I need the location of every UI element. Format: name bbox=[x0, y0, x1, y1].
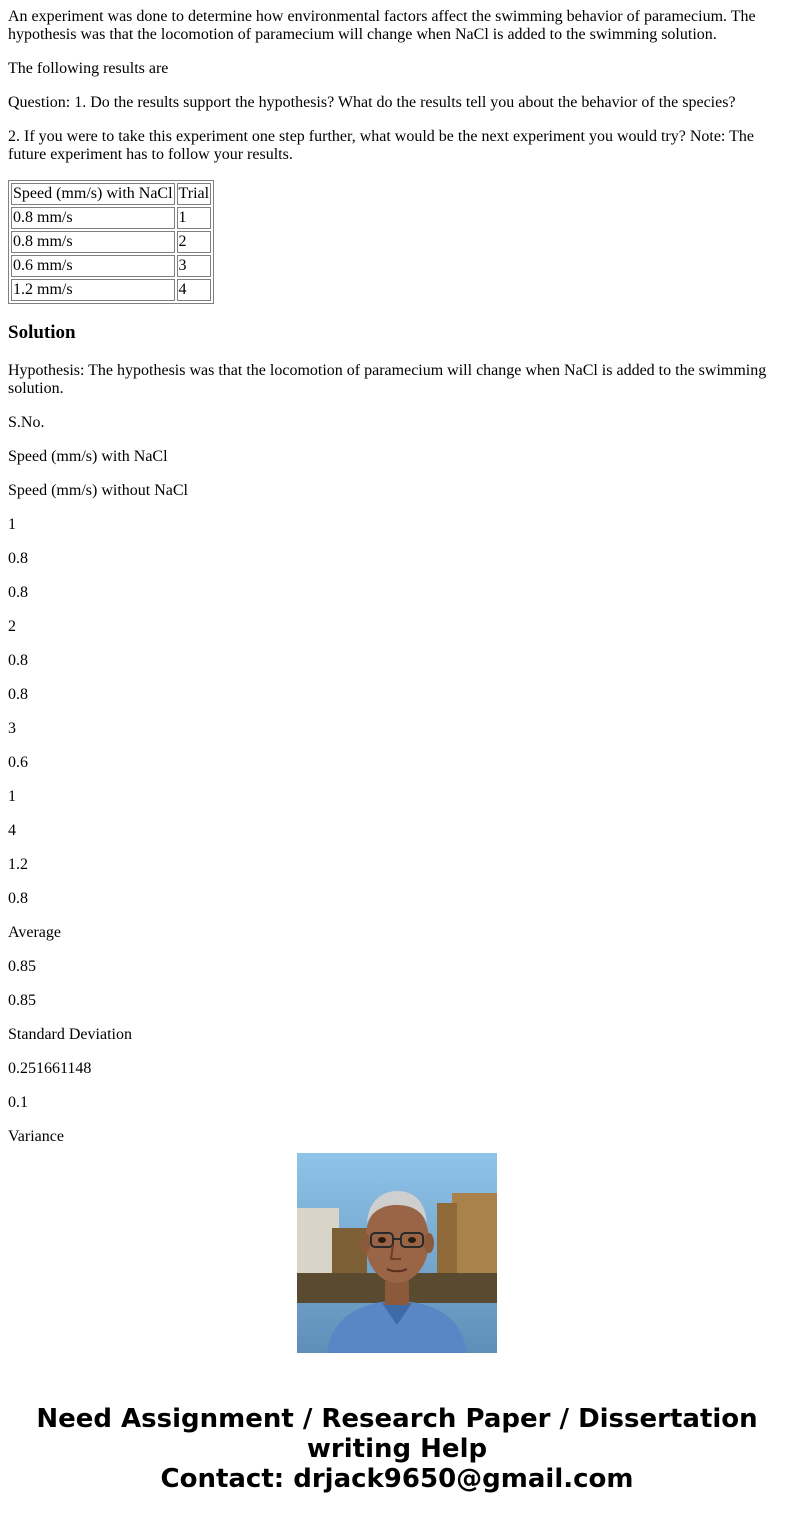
cell-trial: 3 bbox=[177, 255, 212, 277]
cell-speed: 1.2 mm/s bbox=[11, 279, 175, 301]
solution-line: 3 bbox=[8, 720, 16, 737]
solution-hypothesis: Hypothesis: The hypothesis was that the locomotion of paramecium will change when NaCl is added to the swimming solution. bbox=[8, 362, 767, 397]
solution-line: 1 bbox=[8, 788, 16, 805]
intro-paragraph: An experiment was done to determine how environmental factors affect the swimming behavior of paramecium. The hypothesis was that the locomotion of paramecium will change when NaCl is added to the swimming solution. bbox=[8, 8, 756, 43]
solution-line: S.No. bbox=[8, 414, 45, 431]
solution-line: 0.251661148 bbox=[8, 1060, 92, 1077]
solution-line: 0.8 bbox=[8, 890, 28, 907]
table-row bbox=[11, 207, 211, 229]
promo-contact[interactable]: Contact: drjack9650@gmail.com bbox=[160, 1464, 634, 1494]
cell-speed: 0.8 mm/s bbox=[11, 231, 175, 253]
avatar-illustration bbox=[297, 1153, 497, 1353]
document-content bbox=[8, 0, 786, 1145]
header-speed: Speed (mm/s) with NaCl bbox=[11, 183, 175, 205]
solution-line: Variance bbox=[8, 1128, 64, 1145]
results-lead: The following results are bbox=[8, 60, 169, 77]
cell-speed: 0.6 mm/s bbox=[11, 255, 175, 277]
solution-line: 0.8 bbox=[8, 686, 28, 703]
solution-line: Average bbox=[8, 924, 61, 941]
solution-line: 2 bbox=[8, 618, 16, 635]
solution-line: Standard Deviation bbox=[8, 1026, 132, 1043]
table-row bbox=[11, 279, 211, 301]
header-trial: Trial bbox=[177, 183, 212, 205]
promo-line-2: writing Help bbox=[306, 1434, 488, 1464]
solution-line: Speed (mm/s) with NaCl bbox=[8, 448, 168, 465]
table-header-row bbox=[11, 183, 211, 205]
question-1: Question: 1. Do the results support the hypothesis? What do the results tell you about the behavior of the species? bbox=[8, 94, 736, 111]
person-photo-icon bbox=[297, 1153, 497, 1353]
table-row bbox=[11, 255, 211, 277]
results-table bbox=[8, 180, 214, 304]
promo-line-1: Need Assignment / Research Paper / Dissertation bbox=[36, 1404, 758, 1434]
cell-trial: 1 bbox=[177, 207, 212, 229]
solution-line: 0.8 bbox=[8, 652, 28, 669]
solution-line: 1 bbox=[8, 516, 16, 533]
solution-line: 0.85 bbox=[8, 958, 36, 975]
cell-speed: 0.8 mm/s bbox=[11, 207, 175, 229]
solution-line: 0.8 bbox=[8, 584, 28, 601]
solution-line: 0.85 bbox=[8, 992, 36, 1009]
promo-banner bbox=[0, 1122, 794, 1523]
promo-text bbox=[0, 1404, 794, 1494]
solution-lines bbox=[8, 414, 786, 1146]
solution-line: 0.8 bbox=[8, 550, 28, 567]
question-2: 2. If you were to take this experiment one step further, what would be the next experiment you would try? Note: The future experiment has to follow your results. bbox=[8, 128, 754, 163]
solution-line: 0.1 bbox=[8, 1094, 28, 1111]
cell-trial: 2 bbox=[177, 231, 212, 253]
solution-line: 0.6 bbox=[8, 754, 28, 771]
solution-heading: Solution bbox=[8, 322, 76, 343]
table-row bbox=[11, 231, 211, 253]
solution-line: 1.2 bbox=[8, 856, 28, 873]
solution-line: 4 bbox=[8, 822, 16, 839]
cell-trial: 4 bbox=[177, 279, 212, 301]
solution-line: Speed (mm/s) without NaCl bbox=[8, 482, 188, 499]
